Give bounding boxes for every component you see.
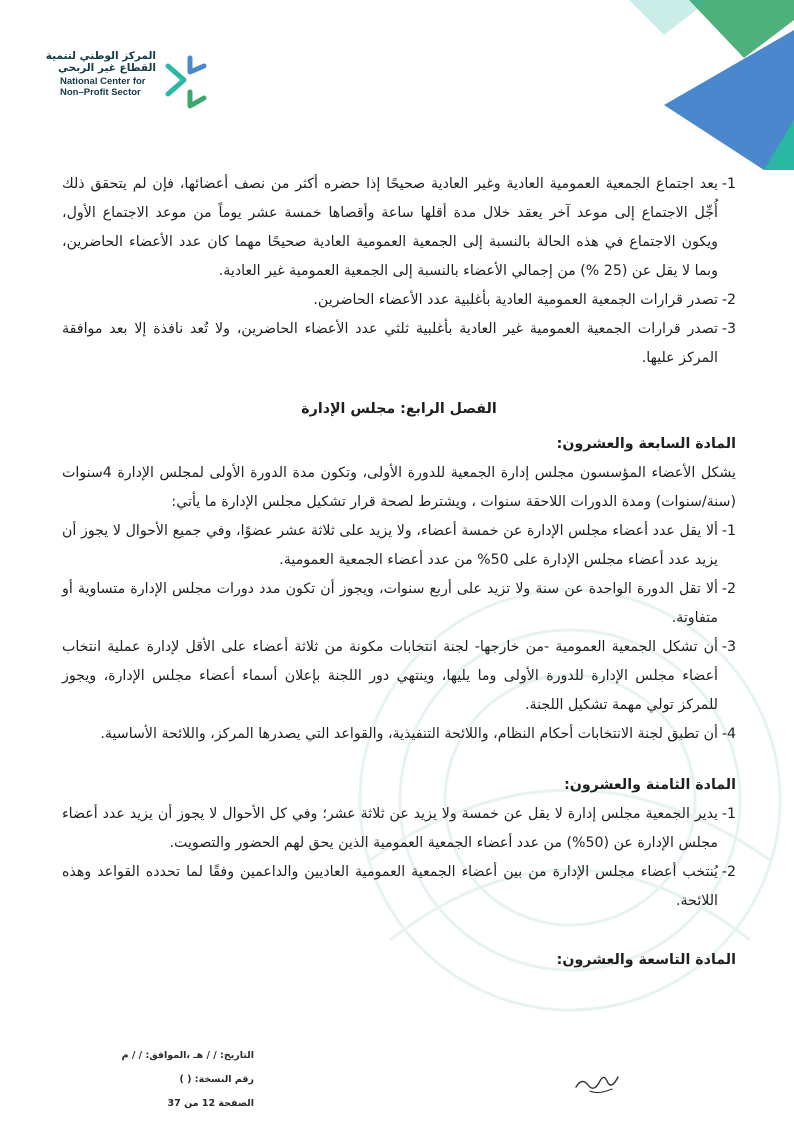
item-number: 1-	[721, 523, 736, 539]
logo-arabic-line-1: المركز الوطني لتنمية	[45, 50, 156, 62]
organization-logo	[45, 50, 210, 120]
intro-list	[62, 170, 736, 373]
footer-copy-number: رقم النسخة: ( )	[179, 1074, 254, 1085]
list-item	[62, 633, 736, 720]
item-number: 2-	[721, 864, 736, 880]
item-text: يدير الجمعية مجلس إدارة لا يقل عن خمسة ولا يزيد عن ثلاثة عشر؛ وفي كل الأحوال لا يجوز أن يزيد عدد أعضاء مجلس الإدارة عن (50%) من عدد أعضاء الجمعية العمومية الذين يحق لهم الحضور والتصويت.	[62, 806, 718, 851]
item-number: 4-	[721, 726, 736, 742]
list-item	[62, 315, 736, 373]
item-text: أن تشكل الجمعية العمومية -من خارجها- لجنة انتخابات مكونة من ثلاثة أعضاء على الأقل لإدارة عملية انتخاب أعضاء مجلس الإدارة للدورة الأولى وما يليها، وينتهي دور اللجنة بإعلان أسماء أعضاء مجلس الإدارة، ويجوز للمركز تولي مهمة تشكيل اللجنة.	[62, 639, 718, 713]
list-item	[62, 720, 736, 749]
item-number: 3-	[721, 321, 736, 337]
item-number: 2-	[721, 581, 736, 597]
item-text: أن تطبق لجنة الانتخابات أحكام النظام، واللائحة التنفيذية، والقواعد التي يصدرها المركز، واللائحة الأساسية.	[100, 726, 718, 742]
page-footer	[64, 1047, 254, 1119]
logo-mark-icon	[160, 52, 210, 114]
chapter-title: الفصل الرابع: مجلس الإدارة	[301, 401, 497, 417]
list-item	[62, 800, 736, 858]
list-item	[62, 286, 736, 315]
list-item	[62, 170, 736, 286]
article-27-intro: يشكل الأعضاء المؤسسون مجلس إدارة الجمعية للدورة الأولى، وتكون مدة الدورة الأولى لمجلس الإدارة 4سنوات (سنة/سنوات) ومدة الدورات اللاحقة سنوات ، ويشترط لصحة قرار تشكيل مجلس الإدارة ما يأتي:	[62, 465, 736, 510]
article-27-title: المادة السابعة والعشرون:	[556, 436, 736, 452]
item-number: 2-	[721, 292, 736, 308]
logo-english-text	[60, 76, 146, 98]
article-29-title: المادة التاسعة والعشرون:	[556, 952, 736, 968]
article-28-list	[62, 800, 736, 916]
logo-arabic-text	[46, 50, 156, 74]
item-text: تصدر قرارات الجمعية العمومية العادية بأغلبية عدد الأعضاء الحاضرين.	[313, 292, 718, 308]
corner-decoration	[534, 0, 794, 170]
list-item	[62, 517, 736, 575]
item-number: 1-	[721, 806, 736, 822]
signature-image	[572, 1063, 622, 1099]
logo-english-line-1: National Center for	[60, 76, 146, 87]
document-body	[62, 170, 736, 975]
logo-english-line-2: Non–Profit Sector	[60, 87, 141, 98]
item-number: 3-	[721, 639, 736, 655]
logo-arabic-line-2: القطاع غير الربحي	[58, 62, 156, 74]
item-text: ألا يقل عدد أعضاء مجلس الإدارة عن خمسة أعضاء، ولا يزيد على ثلاثة عشر عضوًا، وفي جميع الأحوال لا يجوز أن يزيد عدد أعضاء مجلس الإدارة على 50% من عدد أعضاء الجمعية العمومية.	[62, 523, 718, 568]
article-27-list	[62, 517, 736, 749]
footer-page-number: الصفحة 12 من 37	[167, 1098, 254, 1109]
item-text: ألا تقل الدورة الواحدة عن سنة ولا تزيد على أربع سنوات، ويجوز أن تكون مدد دورات مجلس الإدارة متساوية أو متفاوتة.	[62, 581, 718, 626]
article-28-title: المادة الثامنة والعشرون:	[564, 777, 736, 793]
item-number: 1-	[721, 176, 736, 192]
item-text: تصدر قرارات الجمعية العمومية غير العادية بأغلبية ثلثي عدد الأعضاء الحاضرين، ولا تُعد نافذة إلا بعد موافقة المركز عليها.	[62, 321, 718, 366]
list-item	[62, 575, 736, 633]
item-text: يُنتخب أعضاء مجلس الإدارة من بين أعضاء الجمعية العمومية العاديين والداعمين وفقًا لما تحدده القواعد وهذه اللائحة.	[62, 864, 718, 909]
item-text: يعد اجتماع الجمعية العمومية العادية وغير العادية صحيحًا إذا حضره أكثر من نصف أعضائها، فإن لم يتحقق ذلك أُجِّل الاجتماع إلى موعد آخر يعقد خلال مدة أقلها ساعة وأقصاها خمسة عشر يوماً من موعد الاجتماع الأول، ويكون الاجتماع في هذه الحالة بالنسبة إلى الجمعية العمومية العادية صحيحًا مهما كان عدد الأعضاء الحاضرين، وبما لا يقل عن (25 %) من إجمالي الأعضاء بالنسبة إلى الجمعية العمومية غير العادية.	[62, 176, 718, 279]
list-item	[62, 858, 736, 916]
footer-date: التاريخ: / / هـ ،الموافق: / / م	[121, 1050, 254, 1061]
